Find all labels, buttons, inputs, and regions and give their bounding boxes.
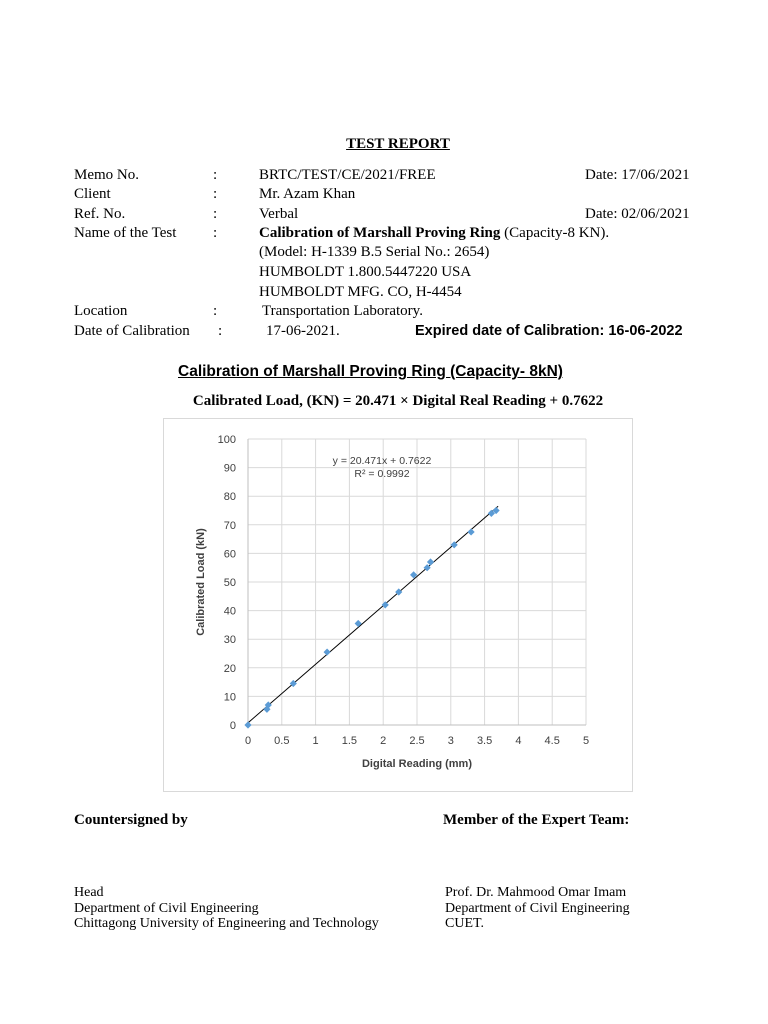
calibration-formula: Calibrated Load, (KN) = 20.471 × Digital Real Reading + 0.7622 [192,393,604,409]
y-tick-label-2: 20 [223,662,236,675]
chart-frame [163,418,633,792]
right-signatory-dept: Department of Civil Engineering [445,901,630,916]
y-tick-label-6: 60 [223,548,236,561]
ref-label: Ref. No. [74,206,126,222]
test-value-bold: Calibration of Marshall Proving Ring [259,225,501,241]
x-tick-label-7: 3.5 [476,735,493,747]
location-value: Transportation Laboratory. [262,303,423,319]
y-tick-label-10: 100 [217,434,236,446]
test-model: (Model: H-1339 B.5 Serial No.: 2654) [259,244,490,260]
memo-colon: : [213,167,218,183]
x-tick-label-9: 4.5 [544,735,560,747]
y-tick-label-0: 0 [229,720,236,732]
x-tick-label-10: 5 [582,735,590,747]
countersigned-heading: Countersigned by [74,812,188,828]
data-point-0-4 [323,648,330,655]
data-point-0-12 [467,528,474,535]
test-maker-code: HUMBOLDT MFG. CO, H-4454 [259,284,462,300]
y-tick-label-4: 40 [223,605,236,618]
x-axis-title: Digital Reading (mm) [361,758,473,770]
test-value [259,225,609,242]
y-tick-label-9: 90 [223,462,236,475]
y-tick-label-7: 70 [223,519,236,532]
trendline [248,506,498,723]
r-squared-label: R² = 0.9992 [354,468,410,480]
right-signatory-name: Prof. Dr. Mahmood Omar Imam [445,885,627,900]
calibration-date-label: Date of Calibration [74,323,190,339]
right-signatory-university: CUET. [445,916,485,931]
memo-value: BRTC/TEST/CE/2021/FREE [259,167,436,183]
calibration-date-colon: : [218,323,223,339]
y-tick-label-1: 10 [223,691,236,704]
x-tick-label-6: 3 [447,735,454,747]
client-value: Mr. Azam Khan [259,186,356,202]
left-signatory-title: Head [74,885,104,900]
location-colon: : [213,303,218,319]
client-label: Client [74,186,111,202]
y-tick-label-3: 30 [223,634,236,647]
x-tick-label-3: 1.5 [341,735,358,747]
ref-date: Date: 02/06/2021 [585,206,690,222]
memo-date: Date: 17/06/2021 [585,167,690,183]
x-tick-label-5: 2.5 [409,735,425,747]
client-colon: : [213,186,218,202]
left-signatory-university: Chittagong University of Engineering and Technology [74,916,379,931]
test-colon: : [213,225,218,241]
test-maker-phone: HUMBOLDT 1.800.5447220 USA [259,264,472,280]
data-point-0-0 [244,721,251,728]
memo-label: Memo No. [74,167,139,183]
ref-value: Verbal [259,206,299,222]
location-label: Location [74,303,128,319]
calibration-date-value: 17-06-2021. [266,323,340,339]
x-tick-label-2: 1 [312,735,319,747]
chart-section-title: Calibration of Marshall Proving Ring (Capacity- 8kN) [178,363,563,380]
y-axis-title: Calibrated Load (kN) [195,528,207,636]
report-title: TEST REPORT [346,136,450,152]
expert-team-heading: Member of the Expert Team: [443,812,630,828]
x-tick-label-0: 0 [244,735,252,747]
equation-label: y = 20.471x + 0.7622 [332,455,432,467]
x-tick-label-8: 4 [515,735,522,747]
test-value-rest: (Capacity-8 KN). [500,225,610,241]
data-point-0-10 [427,558,434,565]
calibration-chart [164,419,632,791]
ref-colon: : [213,206,218,222]
y-tick-label-5: 50 [223,577,236,589]
y-tick-label-8: 80 [223,491,236,504]
data-point-0-5 [355,620,362,627]
x-tick-label-4: 2 [380,735,387,747]
test-label: Name of the Test [74,225,177,241]
expired-date: Expired date of Calibration: 16-06-2022 [415,323,683,339]
x-tick-label-1: 0.5 [274,735,290,747]
left-signatory-dept: Department of Civil Engineering [74,901,259,916]
